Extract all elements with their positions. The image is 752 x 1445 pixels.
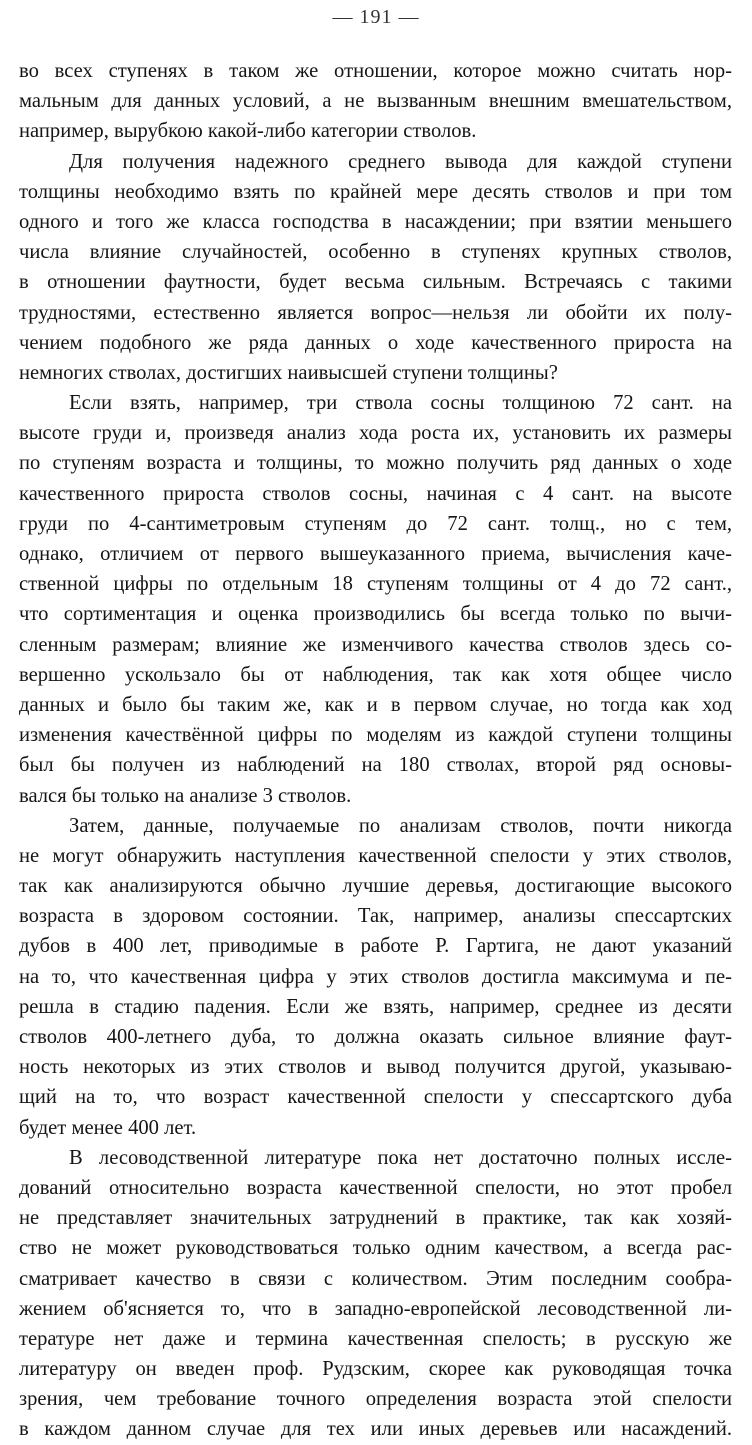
text-line: жением об'ясняется то, что в западно-европейской лесоводственной ли- [19, 1297, 732, 1320]
text-line: будет менее 400 лет. [19, 1116, 197, 1139]
text-line: толщины необходимо взять по крайней мере десять стволов и при том [19, 180, 732, 203]
text-line: Для получения надежного среднего вывода для каждой ступени [69, 150, 732, 173]
text-line: литературу он введен проф. Рудзским, скорее как руководящая точка [19, 1358, 732, 1381]
text-line: вершенно ускользало бы от наблюдения, так как хотя общее число [19, 663, 732, 686]
text-line: по ступеням возраста и толщины, то можно получить ряд данных о ходе [19, 452, 732, 475]
text-line: например, вырубкою какой-либо категории стволов. [19, 120, 477, 143]
text-line: ственной цифры по отдельным 18 ступеням толщины от 4 до 72 сант., [19, 573, 732, 596]
text-line: мальным для данных условий, а не вызванным внешним вмешательством, [19, 90, 732, 113]
text-line: щий на то, что возраст качественной спелости у спессартского дуба [19, 1086, 732, 1109]
text-line: числа влияние случайностей, особенно в ступенях крупных стволов, [19, 241, 732, 264]
text-line: тературе нет даже и термина качественная спелость; в русскую же [19, 1327, 732, 1350]
text-line: однако, отличием от первого вышеуказанного приема, вычисления каче- [19, 543, 732, 565]
text-line: был бы получен из наблюдений на 180 стволах, второй ряд основы- [19, 754, 732, 777]
page-number: — 191 — [332, 6, 420, 28]
text-line: дований относительно возраста качественной спелости, но этот пробел [19, 1176, 732, 1199]
text-line: в каждом данном случае для тех или иных деревьев или насаждений. [19, 1418, 732, 1441]
text-line: В лесоводственной литературе пока нет достаточно полных иссле- [69, 1146, 732, 1169]
text-line: что сортиментация и оценка производились бы всегда только по вычи- [19, 603, 732, 626]
text-line: немногих стволах, достигших наивысшей ступени толщины? [19, 361, 558, 384]
text-line: высоте груди и, произведя анализ хода роста их, установить их размеры [19, 422, 732, 445]
text-line: ство не может руководствоваться только одним качеством, а всегда рас- [19, 1237, 732, 1260]
text-line: вался бы только на анализе 3 стволов. [19, 784, 352, 807]
text-line: Затем, данные, получаемые по анализам стволов, почти никогда [69, 814, 732, 837]
text-line: зрения, чем требование точного определения возраста этой спелости [19, 1388, 732, 1411]
text-line: сленным размерам; влияние же изменчивого качества стволов здесь со- [19, 633, 732, 656]
text-line: груди по 4-сантиметровым ступеням до 72 сант. толщ., но с тем, [19, 512, 732, 535]
text-line: одного и того же класса господства в насаждении; при взятии меньшего [19, 210, 732, 233]
text-line: стволов 400-летнего дуба, то должна оказать сильное влияние фаут- [19, 1026, 732, 1048]
text-line: в отношении фаутности, будет весьма сильным. Встречаясь с такими [19, 271, 732, 294]
text-line: не представляет значительных затруднений в практике, так как хозяй- [19, 1207, 732, 1230]
text-line: Если взять, например, три ствола сосны толщиною 72 сант. на [69, 392, 732, 415]
text-line: изменения качествённой цифры по моделям из каждой ступени толщины [19, 724, 732, 747]
text-line: качественного прироста стволов сосны, начиная с 4 сант. на высоте [19, 482, 732, 505]
text-line: дубов в 400 лет, приводимые в работе Р. Гартига, не дают указаний [19, 935, 732, 958]
text-line: трудностями, естественно является вопрос—нельзя ли обойти их полу- [19, 301, 732, 324]
text-line: ность некоторых из этих стволов и вывод получится другой, указываю- [19, 1056, 732, 1079]
text-line: на то, что качественная цифра у этих стволов достигла максимума и пе- [19, 965, 732, 988]
text-line: решла в стадию падения. Если же взять, например, среднее из десяти [19, 995, 732, 1018]
text-line: во всех ступенях в таком же отношении, которое можно считать нор- [19, 60, 732, 82]
text-line: сматривает качество в связи с количеством. Этим последним сообра- [19, 1267, 732, 1290]
text-line: не могут обнаружить наступления качественной спелости у этих стволов, [19, 844, 732, 867]
text-line: так как анализируются обычно лучшие деревья, достигающие высокого [19, 875, 732, 898]
text-line: данных и было бы таким же, как и в первом случае, но тогда как ход [19, 693, 732, 716]
text-line: возраста в здоровом состоянии. Так, например, анализы спессартских [19, 905, 732, 928]
text-line: чением подобного же ряда данных о ходе качественного прироста на [19, 331, 732, 354]
body-text [19, 56, 732, 1445]
